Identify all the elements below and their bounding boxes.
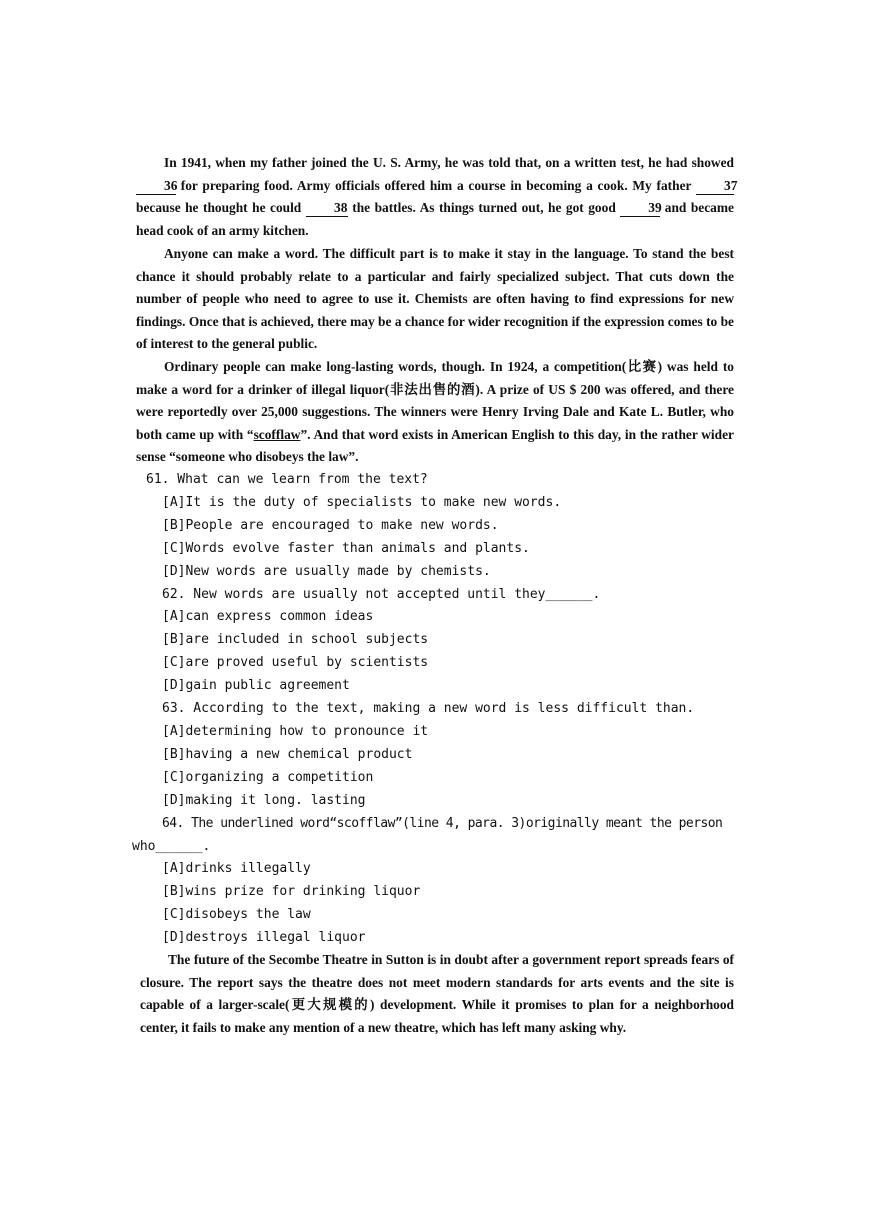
question-63-stem: 63. According to the text, making a new word is less difficult than. <box>162 701 695 717</box>
cloze-text-f: and became head cook of an army kitchen. <box>136 200 734 238</box>
question-63-option-d[interactable]: [D]making it long. lasting <box>162 792 366 808</box>
blank-36: 36 <box>136 178 176 195</box>
question-61-option-b[interactable]: [B]People are encouraged to make new words. <box>162 517 499 533</box>
question-62-stem: 62. New words are usually not accepted until they______. <box>162 586 601 602</box>
question-64-option-d[interactable]: [D]destroys illegal liquor <box>162 930 366 946</box>
question-64-option-a[interactable]: [A]drinks illegally <box>162 861 311 877</box>
passage-paragraph-1: Anyone can make a word. The difficult part is to make it stay in the language. To stand the best chance it should probably relate to a particular and fairly specialized subject. That cuts down the number of people who need to agree to use it. Chemists are often having to find expressions for new findings. Once that is achieved, there may be a chance for wider recognition if the expression comes to be of interest to the general public. <box>136 246 734 352</box>
question-61-option-a[interactable]: [A]It is the duty of specialists to make new words. <box>162 494 562 510</box>
question-list <box>132 469 738 950</box>
question-64-option-b[interactable]: [B]wins prize for drinking liquor <box>162 884 421 900</box>
next-passage-paragraph: The future of the Secombe Theatre in Sutton is in doubt after a government report spreads fears of closure. The report says the theatre does not meet modern standards for arts events and the site is capable of a larger-scale(更大规模的) development. While it promises to plan for a neighborhood center, it fails to make any mention of a new theatre, which has left many asking why. <box>140 952 734 1035</box>
question-63-option-b[interactable]: [B]having a new chemical product <box>162 746 413 762</box>
reading-passage <box>136 243 734 469</box>
cloze-text-d: because he thought he could <box>136 200 302 216</box>
blank-38: 38 <box>306 200 348 217</box>
cloze-text-c: for preparing food. Army officials offered him a course in becoming a cook. My father <box>180 177 692 193</box>
cloze-text-a: In 1941, when my father joined the U. S. Army, he was told that, on a written test, he had showed <box>164 155 734 170</box>
question-61-option-c[interactable]: [C]Words evolve faster than animals and plants. <box>162 540 530 556</box>
next-passage <box>140 949 734 1039</box>
question-64-option-c[interactable]: [C]disobeys the law <box>162 907 311 923</box>
question-62-option-b[interactable]: [B]are included in school subjects <box>162 632 429 648</box>
cloze-text-e: the battles. As things turned out, he got good <box>352 200 616 216</box>
question-64-stem-line1: 64. The underlined word“scofflaw”(line 4, para. 3)originally meant the person <box>162 815 723 831</box>
blank-37: 37 <box>696 178 734 195</box>
cloze-paragraph <box>136 152 738 242</box>
question-61-option-d[interactable]: [D]New words are usually made by chemists. <box>162 563 491 579</box>
question-62-option-d[interactable]: [D]gain public agreement <box>162 678 350 694</box>
passage-paragraph-2 <box>136 356 734 469</box>
paragraph-2-text-a: Ordinary people can make long-lasting words, though. In 1924, a competition(比赛) was held to make a word for a drinker of illegal liquor(非法出售的酒). A prize of US $ 200 was offered, and there were reportedly over 25,000 suggestions. The winners were Henry Irving Dale and Kate L. Butler, who both came up with “ <box>136 358 734 442</box>
question-64-stem-line2: who______. <box>132 838 211 854</box>
question-62-option-a[interactable]: [A]can express common ideas <box>162 609 374 625</box>
question-63-option-a[interactable]: [A]determining how to pronounce it <box>162 723 429 739</box>
paragraph-2-text-b: ”. And that word exists in American English to this day, in the rather wider sense “someone who disobeys the law”. <box>136 426 734 465</box>
question-63-option-c[interactable]: [C]organizing a competition <box>162 769 374 785</box>
question-61-stem: 61. What can we learn from the text? <box>146 472 428 487</box>
underlined-word-scofflaw: scofflaw <box>253 426 301 442</box>
cloze-passage <box>136 152 738 242</box>
question-62-option-c[interactable]: [C]are proved useful by scientists <box>162 655 429 671</box>
blank-39: 39 <box>620 200 660 217</box>
